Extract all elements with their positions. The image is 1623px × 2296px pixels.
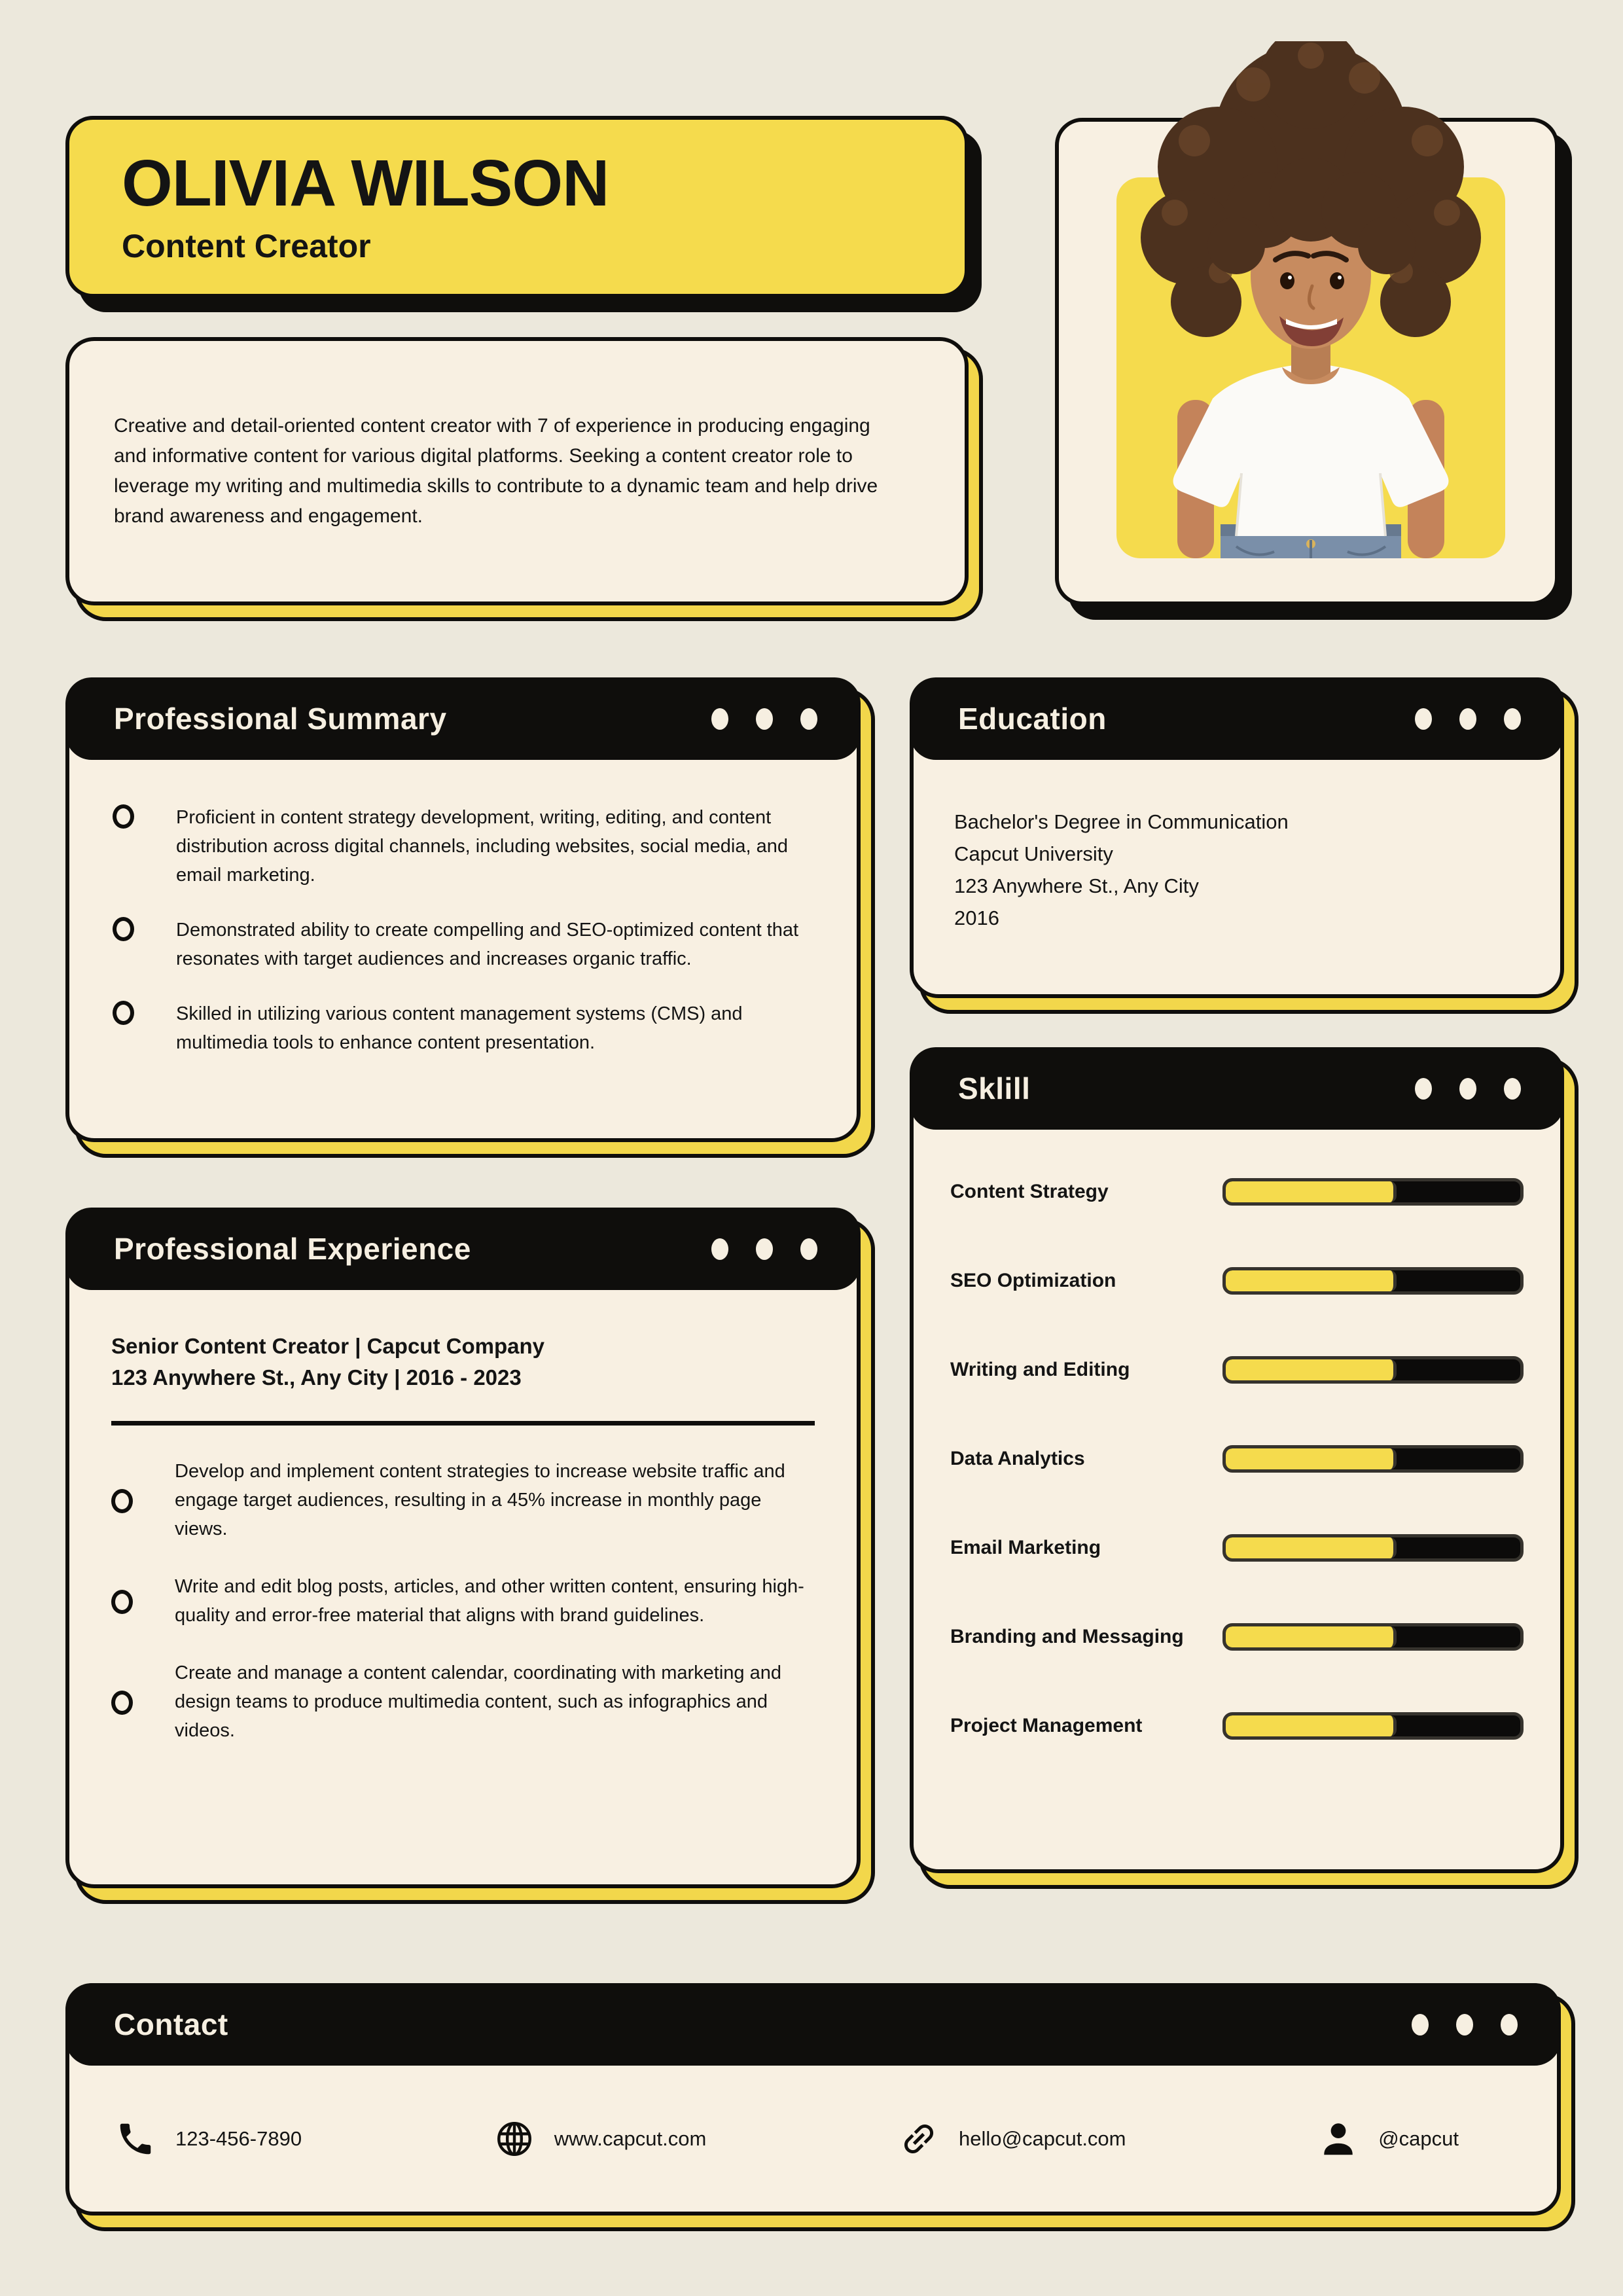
globe-icon — [494, 2119, 535, 2159]
contact-item-phone[interactable] — [115, 2119, 302, 2159]
summary-bullet-text: Demonstrated ability to create compelling and SEO-optimized content that resonates with target audiences and increases organic traffic. — [176, 920, 799, 969]
contact-social-value: @capcut — [1378, 2126, 1459, 2150]
skill-row — [950, 1623, 1524, 1651]
window-dot — [1415, 1078, 1432, 1100]
job-title: Senior Content Creator | Capcut Company — [111, 1334, 544, 1358]
skills-header-bar — [910, 1047, 1564, 1130]
window-dot — [756, 708, 773, 730]
summary-bullet-text: Proficient in content strategy development, writing, editing, and content distribution across digital channels, including websites, social media, and email marketing. — [176, 807, 788, 886]
contact-item-email[interactable] — [899, 2119, 1126, 2159]
photo-card — [1055, 118, 1559, 605]
circle-bullet-icon — [111, 1489, 133, 1513]
skill-label: Content Strategy — [950, 1181, 1109, 1202]
skill-progress-bar — [1222, 1178, 1524, 1206]
skill-progress-bar — [1222, 1712, 1524, 1740]
skill-progress-fill — [1226, 1448, 1397, 1469]
education-address: 123 Anywhere St., Any City — [954, 874, 1199, 897]
intro-card — [65, 337, 969, 605]
window-dot — [1504, 1078, 1521, 1100]
education-title: Education — [958, 702, 1107, 736]
window-dots — [1412, 2014, 1518, 2036]
skill-progress-bar — [1222, 1356, 1524, 1384]
person-icon — [1318, 2119, 1359, 2159]
window-dots — [1415, 708, 1521, 730]
window-dots — [711, 1238, 817, 1260]
list-item — [113, 803, 811, 889]
circle-bullet-icon — [111, 1590, 133, 1614]
tshirt — [1173, 363, 1449, 536]
education-header-bar — [910, 677, 1564, 760]
professional-experience-card — [65, 1208, 861, 1888]
window-dots — [1415, 1078, 1521, 1100]
summary-header-bar — [65, 677, 861, 760]
skill-progress-fill — [1226, 1626, 1397, 1647]
intro-text: Creative and detail-oriented content creator with 7 of experience in producing engaging and informative content for various digital platforms. Seeking a content creator role to leverage my writing and multimedia skills to contribute to a dynamic team and help drive brand awareness and engagement. — [114, 415, 878, 527]
skills-title: Sklill — [958, 1071, 1031, 1105]
skill-progress-fill — [1226, 1270, 1397, 1291]
window-dot — [1456, 2014, 1473, 2036]
contact-title: Contact — [114, 2007, 228, 2041]
contact-card — [65, 1983, 1561, 2215]
list-item — [111, 1659, 815, 1745]
job-meta: 123 Anywhere St., Any City | 2016 - 2023 — [111, 1365, 522, 1390]
window-dot — [711, 1238, 728, 1260]
contact-body — [69, 2066, 1557, 2212]
experience-body — [69, 1290, 857, 1884]
skill-label: Branding and Messaging — [950, 1626, 1184, 1647]
skill-progress-bar — [1222, 1623, 1524, 1651]
skill-progress-bar — [1222, 1445, 1524, 1473]
window-dot — [800, 708, 817, 730]
window-dot — [1504, 708, 1521, 730]
experience-bullet-text: Create and manage a content calendar, coordinating with marketing and design teams to produce multimedia content, such as infographics and videos. — [175, 1662, 781, 1741]
list-item — [113, 916, 811, 973]
experience-header-bar — [65, 1208, 861, 1290]
window-dot — [1459, 1078, 1476, 1100]
window-dot — [756, 1238, 773, 1260]
contact-phone-value: 123-456-7890 — [175, 2126, 302, 2150]
skill-row — [950, 1445, 1524, 1473]
skill-progress-bar — [1222, 1267, 1524, 1295]
contact-header-bar — [65, 1983, 1561, 2066]
window-dot — [711, 708, 728, 730]
contact-website-value: www.capcut.com — [554, 2126, 707, 2150]
skill-progress-fill — [1226, 1715, 1397, 1736]
list-item — [113, 999, 811, 1057]
skill-label: SEO Optimization — [950, 1270, 1116, 1291]
window-dot — [1415, 708, 1432, 730]
list-item — [111, 1572, 815, 1630]
contact-item-social[interactable] — [1318, 2119, 1459, 2159]
education-body — [914, 760, 1560, 994]
phone-icon — [115, 2119, 156, 2159]
window-dot — [1459, 708, 1476, 730]
skill-progress-fill — [1226, 1537, 1397, 1558]
circle-bullet-icon — [113, 1001, 134, 1025]
contact-item-website[interactable] — [494, 2119, 707, 2159]
education-card — [910, 677, 1564, 998]
name-title-card — [65, 116, 969, 298]
skills-body — [914, 1130, 1560, 1869]
skill-progress-bar — [1222, 1534, 1524, 1562]
skill-row — [950, 1267, 1524, 1295]
professional-summary-card — [65, 677, 861, 1142]
window-dot — [1412, 2014, 1429, 2036]
portrait-photo — [1101, 41, 1520, 558]
circle-bullet-icon — [113, 804, 134, 829]
skill-label: Data Analytics — [950, 1448, 1085, 1469]
skill-progress-fill — [1226, 1181, 1397, 1202]
link-icon — [899, 2119, 939, 2159]
summary-title: Professional Summary — [114, 702, 447, 736]
skill-row — [950, 1356, 1524, 1384]
skill-label: Email Marketing — [950, 1537, 1101, 1558]
skill-progress-fill — [1226, 1359, 1397, 1380]
contact-email-value: hello@capcut.com — [959, 2126, 1126, 2150]
experience-bullet-text: Write and edit blog posts, articles, and other written content, ensuring high-quality and error-free material that aligns with brand guidelines. — [175, 1576, 804, 1626]
education-year: 2016 — [954, 906, 999, 929]
skill-row — [950, 1534, 1524, 1562]
circle-bullet-icon — [111, 1691, 133, 1715]
skills-card — [910, 1047, 1564, 1873]
education-school: Capcut University — [954, 842, 1113, 865]
list-item — [111, 1457, 815, 1543]
skill-label: Project Management — [950, 1715, 1143, 1736]
circle-bullet-icon — [113, 917, 134, 941]
summary-bullet-text: Skilled in utilizing various content management systems (CMS) and multimedia tools to enhance content presentation. — [176, 1003, 743, 1053]
skill-label: Writing and Editing — [950, 1359, 1130, 1380]
person-role: Content Creator — [122, 227, 371, 264]
divider — [111, 1421, 815, 1426]
education-degree: Bachelor's Degree in Communication — [954, 810, 1289, 833]
skill-row — [950, 1178, 1524, 1206]
window-dot — [1501, 2014, 1518, 2036]
summary-body — [69, 760, 857, 1138]
experience-title: Professional Experience — [114, 1232, 471, 1266]
window-dot — [800, 1238, 817, 1260]
skill-row — [950, 1712, 1524, 1740]
person-name: OLIVIA WILSON — [122, 146, 609, 220]
experience-bullet-text: Develop and implement content strategies to increase website traffic and engage target audiences, resulting in a 45% increase in monthly page views. — [175, 1461, 785, 1539]
window-dots — [711, 708, 817, 730]
